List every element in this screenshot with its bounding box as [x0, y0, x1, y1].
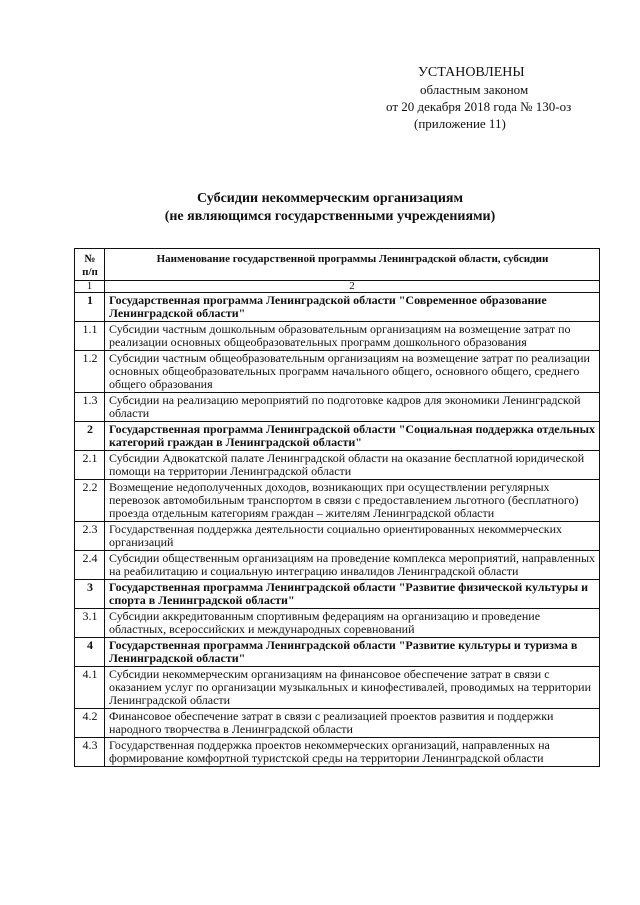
subsidy-name: Государственная поддержка деятельности социально ориентированных некоммерческих организаций [105, 522, 600, 551]
approval-appendix: (приложение 11) [414, 116, 506, 131]
approval-stamp [386, 64, 616, 132]
table-row [75, 451, 600, 480]
row-number: 3.1 [75, 609, 105, 638]
table-row [75, 480, 600, 522]
table-row [75, 580, 600, 609]
subsidy-name: Субсидии аккредитованным спортивным федерациям на организацию и проведение областных, всероссийских и международных соревнований [105, 609, 600, 638]
row-number: 4.3 [75, 738, 105, 767]
table-row [75, 351, 600, 393]
row-number: 4.1 [75, 667, 105, 709]
column-number-2: 2 [105, 281, 600, 293]
subsidy-name: Возмещение недополученных доходов, возникающих при осуществлении регулярных перевозок автомобильным транспортом в связи с предоставлением льготного (бесплатного) проезда отдельным категориям граждан – жителям Ленинградской области [105, 480, 600, 522]
table-row [75, 522, 600, 551]
row-number: 1.3 [75, 393, 105, 422]
row-number: 2.3 [75, 522, 105, 551]
document-title-line-2: (не являющимся государственными учреждениями) [164, 209, 496, 224]
approval-law-type: областным законом [420, 82, 529, 97]
document-title-line-1: Субсидии некоммерческим организациям [197, 191, 463, 206]
subsidy-name: Финансовое обеспечение затрат в связи с реализацией проектов развития и поддержки народного творчества в Ленинградской области [105, 709, 600, 738]
table-header-row [75, 249, 600, 281]
table-row [75, 322, 600, 351]
row-number: 1.1 [75, 322, 105, 351]
table-row [75, 738, 600, 767]
row-number: 4 [75, 638, 105, 667]
row-number: 2.2 [75, 480, 105, 522]
table-row [75, 667, 600, 709]
table-row [75, 422, 600, 451]
table-row [75, 293, 600, 322]
table-row [75, 609, 600, 638]
row-number: 2 [75, 422, 105, 451]
row-number: 2.4 [75, 551, 105, 580]
column-number-1: 1 [75, 281, 105, 293]
subsidy-name: Субсидии общественным организациям на проведение комплекса мероприятий, направленных на реабилитацию и социальную интеграцию инвалидов Ленинградской области [105, 551, 600, 580]
program-name: Государственная программа Ленинградской области "Развитие физической культуры и спорта в Ленинградской области" [105, 580, 600, 609]
row-number: 4.2 [75, 709, 105, 738]
row-number: 1 [75, 293, 105, 322]
row-number: 1.2 [75, 351, 105, 393]
subsidy-name: Субсидии Адвокатской палате Ленинградской области на оказание бесплатной юридической помощи на территории Ленинградской области [105, 451, 600, 480]
row-number: 3 [75, 580, 105, 609]
table-row [75, 709, 600, 738]
table-row [75, 638, 600, 667]
table-row [75, 393, 600, 422]
subsidy-name: Субсидии частным дошкольным образовательным организациям на возмещение затрат по реализации основных общеобразовательных программ дошкольного образования [105, 322, 600, 351]
subsidy-name: Субсидии некоммерческим организациям на финансовое обеспечение затрат в связи с оказанием услуг по организации музыкальных и кинофестивалей, проводимых на территории Ленинградской области [105, 667, 600, 709]
subsidy-name: Субсидии на реализацию мероприятий по подготовке кадров для экономики Ленинградской области [105, 393, 600, 422]
table-row [75, 551, 600, 580]
subsidies-table [74, 248, 600, 767]
column-numbers-row [75, 281, 600, 293]
approval-heading: УСТАНОВЛЕНЫ [418, 65, 525, 80]
subsidy-name: Субсидии частным общеобразовательным организациям на возмещение затрат по реализации основных общеобразовательных программ начального общего, основного общего, среднего общего образования [105, 351, 600, 393]
subsidy-name: Государственная поддержка проектов некоммерческих организаций, направленных на формирование комфортной туристской среды на территории Ленинградской области [105, 738, 600, 767]
header-name: Наименование государственной программы Ленинградской области, субсидии [105, 249, 600, 281]
program-name: Государственная программа Ленинградской области "Современное образование Ленинградской области" [105, 293, 600, 322]
program-name: Государственная программа Ленинградской области "Социальная поддержка отдельных категорий граждан в Ленинградской области" [105, 422, 600, 451]
approval-law-date: от 20 декабря 2018 года № 130-оз [386, 99, 572, 114]
program-name: Государственная программа Ленинградской области "Развитие культуры и туризма в Ленинградской области" [105, 638, 600, 667]
document-title [80, 190, 580, 226]
row-number: 2.1 [75, 451, 105, 480]
header-num: № п/п [75, 249, 105, 281]
